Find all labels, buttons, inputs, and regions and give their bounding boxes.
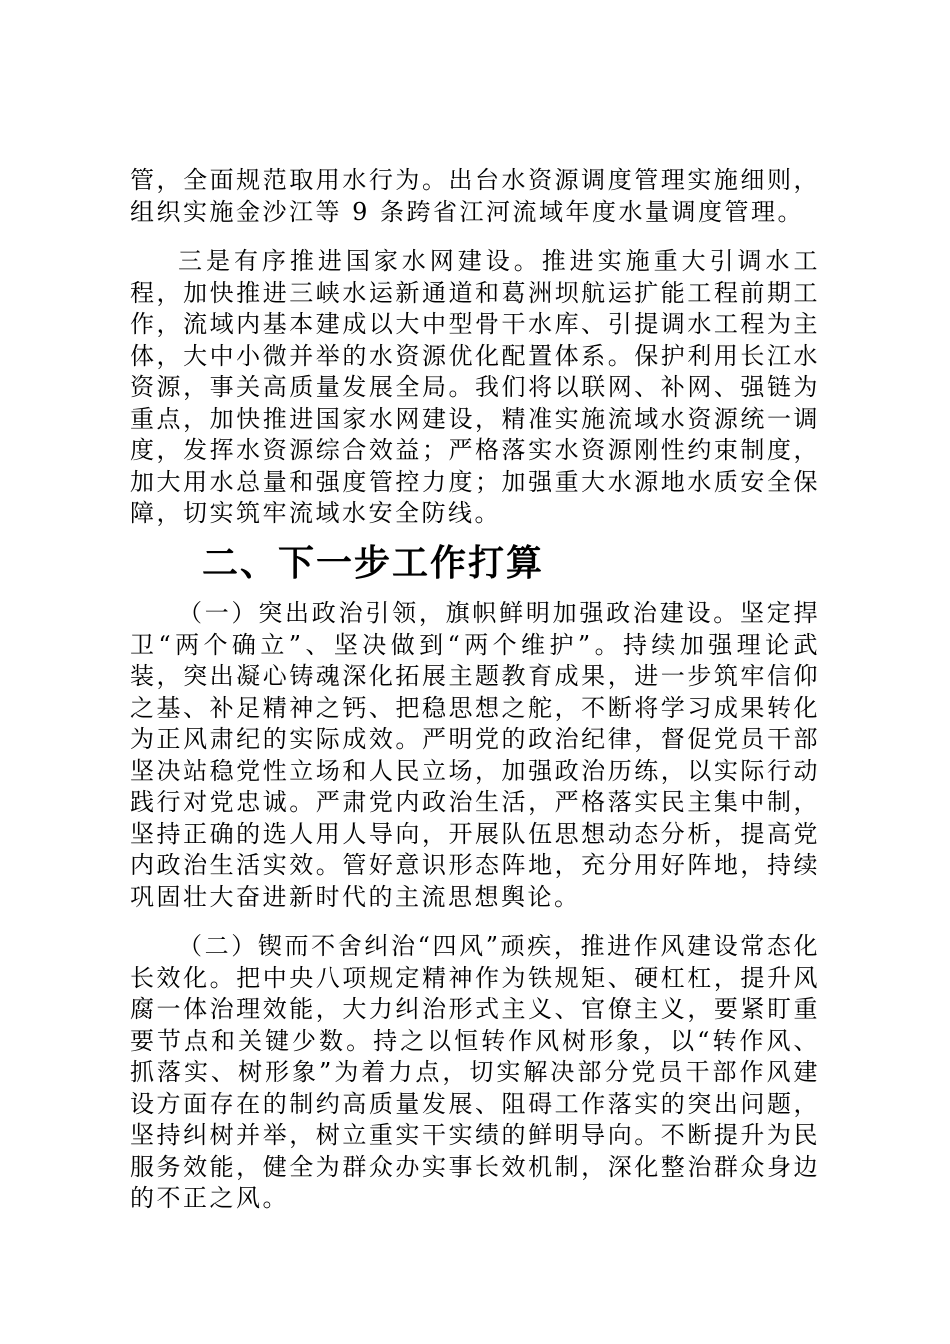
continued-paragraph: 管，全面规范取用水行为。出台水资源调度管理实施细则，组织实施金沙江等 9 条跨省江河流域年度水量调度管理。 <box>130 166 820 226</box>
section-heading: 二、下一步工作打算 <box>202 542 545 584</box>
paragraph-work-style: （二）锲而不舍纠治“四风”顽疾，推进作风建设常态化长效化。把中央八项规定精神作为铁规矩、硬杠杠，提升风腐一体治理效能，大力纠治形式主义、官僚主义，要紧盯重要节点和关键少数。持之以恒转作风树形象，以“转作风、抓落实、树形象”为着力点，切实解决部分党员干部作风建设方面存在的制约高质量发展、阻碍工作落实的突出问题，坚持纠树并举，树立重实干实绩的鲜明导向。不断提升为民服务效能，健全为群众办实事长效机制，深化整治群众身边的不正之风。 <box>130 932 820 1212</box>
paragraph-political-leadership: （一）突出政治引领，旗帜鲜明加强政治建设。坚定捍卫“两个确立”、坚决做到“两个维护”。持续加强理论武装，突出凝心铸魂深化拓展主题教育成果，进一步筑牢信仰之基、补足精神之钙、把稳思想之舵，不断将学习成果转化为正风肃纪的实际成效。严明党的政治纪律，督促党员干部坚决站稳党性立场和人民立场，加强政治历练，以实际行动践行对党忠诚。严肃党内政治生活，严格落实民主集中制，坚持正确的选人用人导向，开展队伍思想动态分析，提高党内政治生活实效。管好意识形态阵地，充分用好阵地，持续巩固壮大奋进新时代的主流思想舆论。 <box>130 599 820 911</box>
paragraph-water-network: 三是有序推进国家水网建设。推进实施重大引调水工程，加快推进三峡水运新通道和葛洲坝航运扩能工程前期工作，流域内基本建成以大中型骨干水库、引提调水工程为主体，大中小微并举的水资源优化配置体系。保护利用长江水资源，事关高质量发展全局。我们将以联网、补网、强链为重点，加快推进国家水网建设，精准实施流域水资源统一调度，发挥水资源综合效益；严格落实水资源刚性约束制度，加大用水总量和强度管控力度；加强重大水源地水质安全保障，切实筑牢流域水安全防线。 <box>130 247 820 527</box>
document-page <box>130 165 820 1233</box>
